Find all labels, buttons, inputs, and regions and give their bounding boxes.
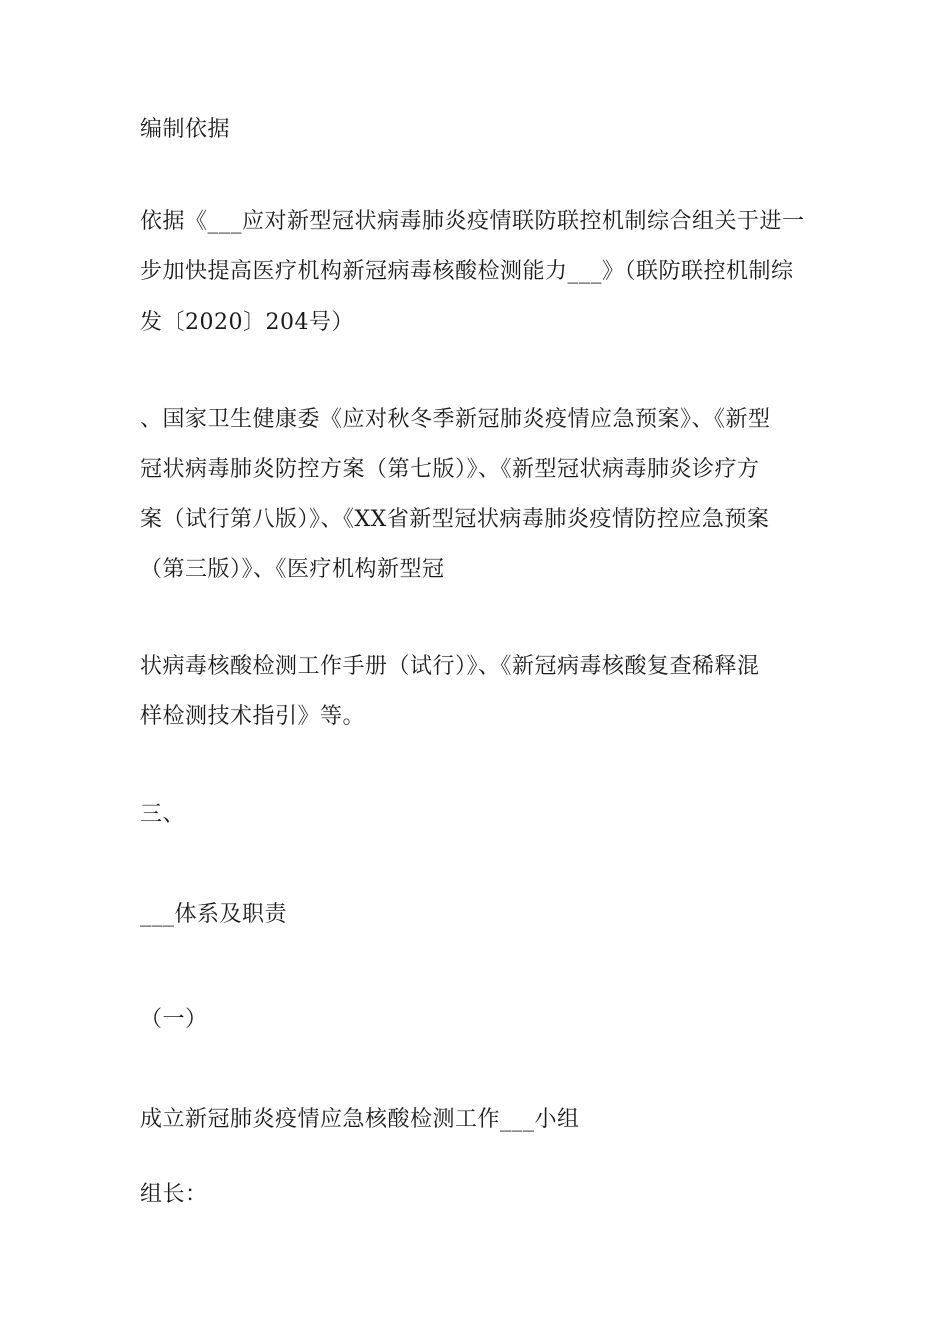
paragraph-line: （第三版）》、《医疗机构新型冠 — [140, 557, 445, 582]
paragraph-line: 案（试行第八版）》、《XX省新型冠状病毒肺炎疫情防控应急预案 — [140, 507, 770, 532]
paragraph-line: 、国家卫生健康委《应对秋冬季新冠肺炎疫情应急预案》、《新型 — [140, 407, 771, 432]
paragraph-line: 依据《___应对新型冠状病毒肺炎疫情联防联控机制综合组关于进一 — [140, 209, 805, 234]
paragraph-line: 步加快提高医疗机构新冠病毒核酸检测能力___》（联防联控机制综 — [140, 259, 794, 284]
subsection-number: （一） — [140, 1007, 208, 1032]
section-number: 三、 — [140, 802, 186, 827]
group-title: 成立新冠肺炎疫情应急核酸检测工作___小组 — [140, 1107, 580, 1132]
paragraph-line: 发〔2020〕204号） — [140, 310, 354, 335]
paragraph-line: 冠状病毒肺炎防控方案（第七版）》、《新型冠状病毒肺炎诊疗方 — [140, 457, 760, 482]
paragraph-line: 状病毒核酸检测工作手册（试行）》、《新冠病毒核酸复查稀释混 — [140, 654, 760, 679]
paragraph-line: 样检测技术指引》等。 — [140, 704, 366, 729]
heading-basis: 编制依据 — [140, 117, 231, 142]
leader-label: 组长： — [140, 1182, 208, 1207]
section-title: ___体系及职责 — [140, 902, 288, 927]
